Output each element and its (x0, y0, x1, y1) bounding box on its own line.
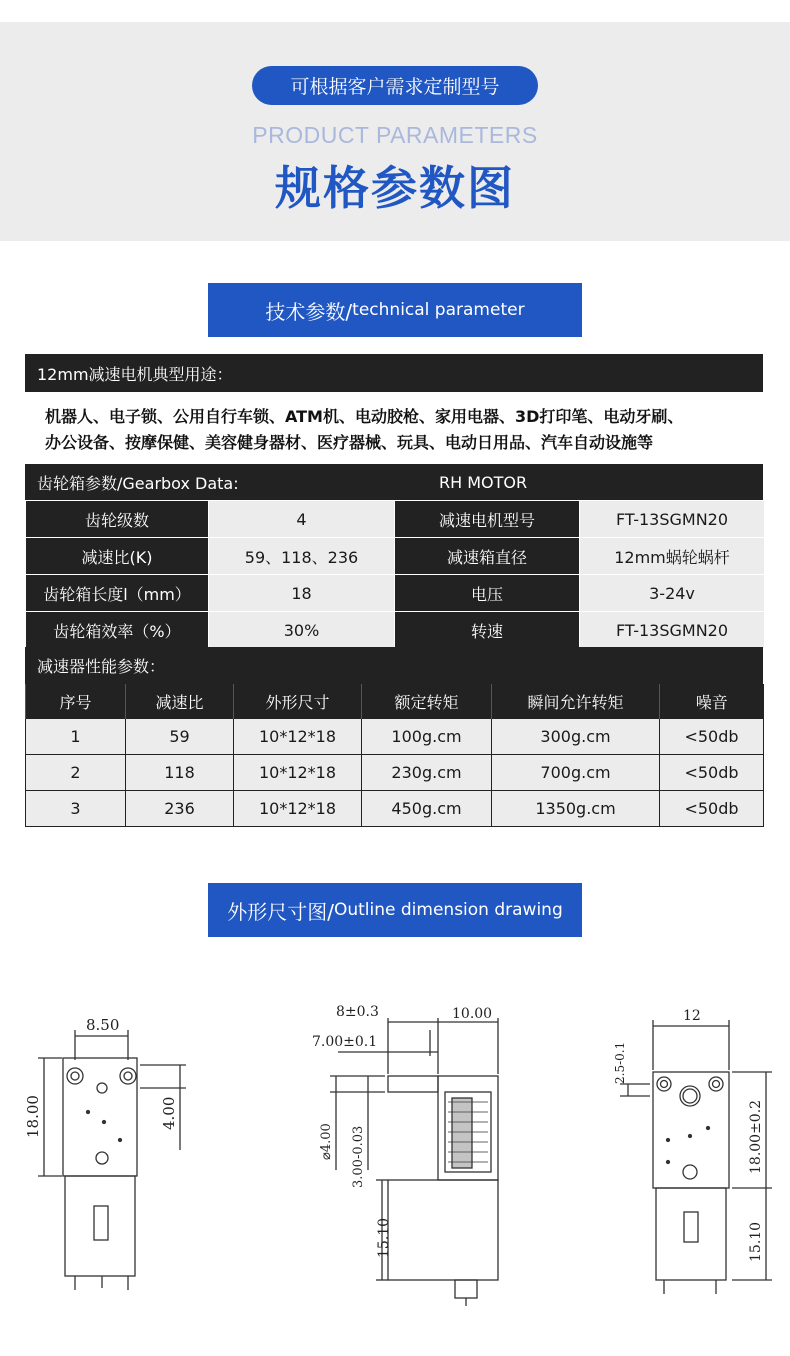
table-cell: 300g.cm (492, 719, 660, 755)
table-row (26, 612, 765, 649)
column-header: 瞬间允许转矩 (492, 684, 660, 719)
gearbox-heading: 齿轮箱参数/Gearbox Data: (37, 474, 239, 493)
dim-label: 4.00 (160, 1096, 178, 1130)
front-view-drawing (38, 1030, 186, 1290)
table-cell: 100g.cm (362, 719, 492, 755)
dim-label: 10.00 (452, 1006, 493, 1022)
outline-banner (208, 883, 582, 937)
table-cell: 转速 (395, 612, 580, 649)
subtitle-en: PRODUCT PARAMETERS (252, 122, 538, 148)
page-title: 规格参数图 (275, 161, 515, 215)
table-cell: 1350g.cm (492, 791, 660, 827)
uses-heading: 12mm减速电机典型用途： (25, 354, 763, 392)
uses-line-2: 办公设备、按摩保健、美容健身器材、医疗器械、玩具、电动日用品、汽车自动设施等 (45, 433, 654, 452)
table-cell: 59、118、236 (209, 538, 395, 575)
column-header: 序号 (26, 684, 126, 719)
table-cell: <50db (660, 719, 764, 755)
dim-label: 8.50 (86, 1016, 120, 1034)
outline-banner-sub: Outline dimension drawing (333, 900, 563, 920)
table-row (26, 791, 764, 827)
outline-banner-main: 外形尺寸图/ (227, 899, 334, 924)
dim-label: 18.00 (24, 1095, 42, 1138)
brand-label: RH MOTOR (439, 473, 528, 492)
table-row (26, 755, 764, 791)
table-cell: 齿轮箱效率（%） (26, 612, 209, 649)
table-cell: FT-13SGMN20 (580, 612, 765, 649)
dim-label: ⌀4.00 (319, 1123, 334, 1160)
dim-label: 15.10 (376, 1217, 392, 1258)
customize-pill: 可根据客户需求定制型号 (252, 66, 538, 105)
table-cell: 10*12*18 (234, 755, 362, 791)
table-row (26, 538, 765, 575)
dim-label: 18.00±0.2 (748, 1099, 764, 1174)
column-header: 减速比 (126, 684, 234, 719)
tech-banner-main: 技术参数/ (265, 299, 353, 324)
dim-label: 15.10 (748, 1221, 764, 1262)
table-cell: 30% (209, 612, 395, 649)
tech-banner-sub: technical parameter (352, 300, 525, 320)
table-row (26, 501, 765, 538)
table-cell: 450g.cm (362, 791, 492, 827)
table-cell: 18 (209, 575, 395, 612)
table-row (26, 719, 764, 755)
table-cell: 2 (26, 755, 126, 791)
column-header: 噪音 (660, 684, 764, 719)
table-cell: 3-24v (580, 575, 765, 612)
dim-label: 12 (683, 1008, 701, 1024)
table-cell: 1 (26, 719, 126, 755)
table-cell: FT-13SGMN20 (580, 501, 765, 538)
table-cell: 减速比(K) (26, 538, 209, 575)
table-cell: 4 (209, 501, 395, 538)
table-cell: 236 (126, 791, 234, 827)
table-header-row (26, 684, 764, 719)
column-header: 外形尺寸 (234, 684, 362, 719)
gearbox-heading-row (25, 464, 763, 501)
performance-heading: 减速器性能参数： (25, 647, 763, 684)
dim-label: 7.00±0.1 (312, 1034, 378, 1050)
outline-drawing (0, 990, 790, 1356)
table-cell: 700g.cm (492, 755, 660, 791)
uses-line-1: 机器人、电子锁、公用自行车锁、ATM机、电动胶枪、家用电器、3D打印笔、电动牙刷、 (45, 407, 684, 426)
table-cell: <50db (660, 755, 764, 791)
table-cell: 10*12*18 (234, 791, 362, 827)
table-cell: 3 (26, 791, 126, 827)
table-cell: 12mm蜗轮蜗杆 (580, 538, 765, 575)
dim-label: 2.5-0.1 (613, 1041, 627, 1084)
table-cell: 减速电机型号 (395, 501, 580, 538)
dim-label: 8±0.3 (336, 1004, 379, 1020)
column-header: 额定转矩 (362, 684, 492, 719)
table-cell: 齿轮箱长度l（mm） (26, 575, 209, 612)
dim-label: 3.00-0.03 (351, 1125, 366, 1188)
table-cell: 59 (126, 719, 234, 755)
table-cell: 电压 (395, 575, 580, 612)
performance-table (25, 684, 764, 827)
gearbox-table (25, 500, 765, 649)
table-cell: <50db (660, 791, 764, 827)
tech-banner (208, 283, 582, 337)
table-cell: 减速箱直径 (395, 538, 580, 575)
table-row (26, 575, 765, 612)
table-cell: 230g.cm (362, 755, 492, 791)
table-cell: 齿轮级数 (26, 501, 209, 538)
uses-text (25, 392, 765, 464)
table-cell: 10*12*18 (234, 719, 362, 755)
table-cell: 118 (126, 755, 234, 791)
